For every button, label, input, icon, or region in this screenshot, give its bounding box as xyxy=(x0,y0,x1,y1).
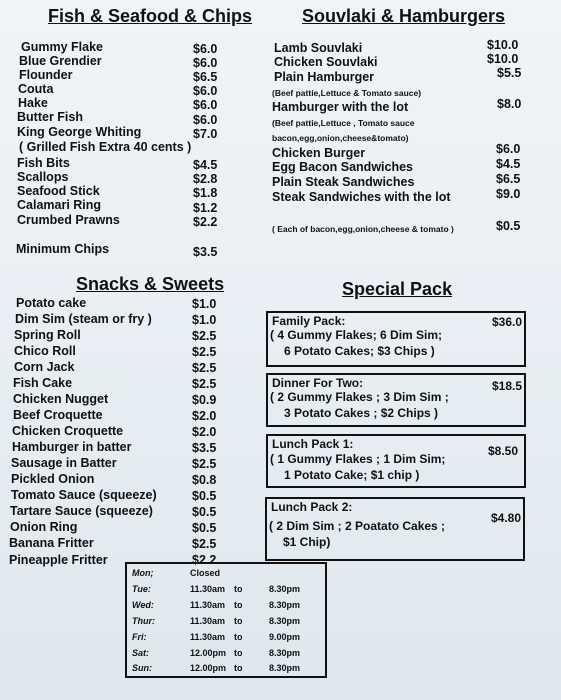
hours-open: 11.30am xyxy=(190,584,226,594)
list-item: Hamburger in batter xyxy=(12,440,132,454)
hours-open: 12.00pm xyxy=(190,663,227,673)
list-item: Banana Fritter xyxy=(9,536,94,550)
pack-contents: ( 1 Gummy Flakes ; 1 Dim Sim; xyxy=(270,452,446,466)
item-price: $0.5 xyxy=(192,505,217,519)
list-item: Chicken Burger xyxy=(272,146,366,160)
pack-price: $18.5 xyxy=(491,379,522,393)
hours-open: Closed xyxy=(190,568,221,578)
pack-contents: ( 2 Gummy Flakes ; 3 Dim Sim ; xyxy=(270,390,449,404)
item-price: $6.0 xyxy=(193,98,218,112)
item-price: $2.8 xyxy=(193,172,218,186)
list-item: Beef Croquette xyxy=(13,408,103,422)
hours-day: Wed: xyxy=(132,600,154,610)
hours-to: to xyxy=(234,632,243,642)
item-price: $9.0 xyxy=(496,187,521,201)
hours-day: Sat: xyxy=(132,648,150,658)
list-item: Chico Roll xyxy=(14,344,76,358)
item-price: $1.2 xyxy=(193,201,218,215)
pack-price: $8.50 xyxy=(487,444,518,458)
lunch-pack-2-box xyxy=(265,497,525,561)
item-price: $1.8 xyxy=(193,186,218,200)
hours-close: 8.30pm xyxy=(269,663,301,673)
item-price: $2.5 xyxy=(192,361,217,375)
lunch-pack-1-box xyxy=(266,434,526,488)
list-item: Egg Bacon Sandwiches xyxy=(272,160,414,174)
list-item: Gummy Flake xyxy=(21,40,103,54)
list-item: Plain Steak Sandwiches xyxy=(272,175,415,189)
hours-close: 9.00pm xyxy=(269,632,301,642)
hours-to: to xyxy=(234,600,243,610)
pack-contents: 1 Potato Cake; $1 chip ) xyxy=(284,468,420,482)
item-price: $6.5 xyxy=(496,172,521,186)
list-item: Tomato Sauce (squeeze) xyxy=(11,488,157,502)
list-item: Blue Grendier xyxy=(19,54,102,68)
item-price: $2.5 xyxy=(192,537,217,551)
special-heading: Special Pack xyxy=(342,279,453,299)
list-item: Plain Hamburger xyxy=(274,70,375,84)
item-price: $0.8 xyxy=(192,473,217,487)
hours-to: to xyxy=(234,663,243,673)
item-price: $2.5 xyxy=(192,457,217,471)
hours-open: 11.30am xyxy=(190,632,226,642)
fish-heading: Fish & Seafood & Chips xyxy=(48,6,253,26)
list-item: Lamb Souvlaki xyxy=(274,41,363,55)
hours-open: 11.30am xyxy=(190,600,226,610)
item-price: $6.0 xyxy=(496,142,521,156)
list-item: Sausage in Batter xyxy=(11,456,117,470)
hours-close: 8.30pm xyxy=(269,616,301,626)
list-item: Fish Bits xyxy=(17,156,70,170)
hours-to: to xyxy=(234,584,243,594)
item-price: $0.5 xyxy=(192,521,217,535)
item-price: $6.0 xyxy=(193,84,218,98)
item-price: $10.0 xyxy=(487,38,519,52)
item-price: $1.0 xyxy=(192,297,217,311)
list-item: Chicken Croquette xyxy=(12,424,124,438)
pack-title: Family Pack: xyxy=(272,314,346,328)
list-item: Butter Fish xyxy=(17,110,83,124)
item-price: $10.0 xyxy=(487,52,519,66)
hours-day: Tue: xyxy=(132,584,151,594)
list-item: King George Whiting xyxy=(17,125,142,139)
item-price: $6.5 xyxy=(193,70,218,84)
item-price: $8.0 xyxy=(497,97,522,111)
pack-contents: $1 Chip) xyxy=(283,535,331,549)
snacks-heading: Snacks & Sweets xyxy=(76,274,225,294)
item-price: $7.0 xyxy=(193,127,218,141)
hours-day: Sun: xyxy=(132,663,152,673)
item-price: $3.5 xyxy=(193,245,218,259)
list-item: Dim Sim (steam or fry ) xyxy=(15,312,152,326)
item-price: $2.5 xyxy=(192,377,217,391)
item-price: $6.0 xyxy=(193,42,218,56)
pack-contents: 3 Potato Cakes ; $2 Chips ) xyxy=(284,406,439,420)
list-item: Chicken Nugget xyxy=(13,392,109,406)
opening-hours-box xyxy=(125,562,327,678)
item-note: (Beef pattie,Lettuce & Tomato sauce) xyxy=(272,88,422,98)
minimum-chips: Minimum Chips xyxy=(16,242,110,256)
pack-title: Dinner For Two: xyxy=(272,376,364,390)
hours-day: Fri: xyxy=(132,632,147,642)
item-price: $3.5 xyxy=(192,441,217,455)
list-item: Potato cake xyxy=(16,296,87,310)
item-price: $5.5 xyxy=(497,66,522,80)
hours-close: 8.30pm xyxy=(269,600,301,610)
list-item: Seafood Stick xyxy=(17,184,100,198)
item-price: $1.0 xyxy=(192,313,217,327)
list-item: Scallops xyxy=(17,170,69,184)
item-price: $2.5 xyxy=(192,329,217,343)
dinner-for-two-box xyxy=(266,373,526,427)
list-item: Onion Ring xyxy=(10,520,78,534)
pack-title: Lunch Pack 1: xyxy=(272,437,354,451)
list-item: Pickled Onion xyxy=(11,472,95,486)
pack-title: Lunch Pack 2: xyxy=(271,500,353,514)
pack-contents: 6 Potato Cakes; $3 Chips ) xyxy=(284,344,435,358)
item-price: $6.0 xyxy=(193,113,218,127)
hours-day: Thur: xyxy=(132,616,155,626)
pack-price: $36.0 xyxy=(491,315,522,329)
list-item: Pineapple Fritter xyxy=(9,553,108,567)
hours-close: 8.30pm xyxy=(269,584,301,594)
list-item: Hake xyxy=(18,96,48,110)
hours-day: Mon; xyxy=(132,568,154,578)
pack-contents: ( 2 Dim Sim ; 2 Poatato Cakes ; xyxy=(269,519,446,533)
item-price: $4.5 xyxy=(496,157,521,171)
hours-to: to xyxy=(234,616,243,626)
each-note: ( Each of bacon,egg,onion,cheese & tomato ) xyxy=(272,224,454,234)
family-pack-box xyxy=(266,311,526,367)
item-price: $4.5 xyxy=(193,158,218,172)
list-item: Calamari Ring xyxy=(17,198,102,212)
item-price: $0.5 xyxy=(496,219,521,233)
hours-open: 11.30am xyxy=(190,616,226,626)
hours-open: 12.00pm xyxy=(190,648,227,658)
list-item: Spring Roll xyxy=(14,328,81,342)
grilled-note: ( Grilled Fish Extra 40 cents ) xyxy=(19,140,192,154)
pack-contents: ( 4 Gummy Flakes; 6 Dim Sim; xyxy=(270,328,443,342)
list-item: Fish Cake xyxy=(13,376,73,390)
item-price: $0.5 xyxy=(192,489,217,503)
list-item: Crumbed Prawns xyxy=(17,213,120,227)
item-note: bacon,egg,onion,cheese&tomato) xyxy=(272,133,409,143)
item-price: $2.5 xyxy=(192,345,217,359)
list-item: Hamburger with the lot xyxy=(272,100,409,114)
hours-to: to xyxy=(234,648,243,658)
item-note: (Beef pattie,Lettuce , Tomato sauce xyxy=(272,118,415,128)
item-price: $2.0 xyxy=(192,425,217,439)
list-item: Couta xyxy=(18,82,54,96)
item-price: $2.0 xyxy=(192,409,217,423)
list-item: Flounder xyxy=(19,68,73,82)
souvlaki-heading: Souvlaki & Hamburgers xyxy=(302,6,506,26)
list-item: Chicken Souvlaki xyxy=(274,55,378,69)
item-price: $6.0 xyxy=(193,56,218,70)
list-item: Tartare Sauce (squeeze) xyxy=(10,504,153,518)
pack-price: $4.80 xyxy=(490,511,521,525)
list-item: Steak Sandwiches with the lot xyxy=(272,190,451,204)
item-price: $2.2 xyxy=(193,215,218,229)
list-item: Corn Jack xyxy=(14,360,75,374)
item-price: $0.9 xyxy=(192,393,217,407)
hours-close: 8.30pm xyxy=(269,648,301,658)
item-price: $2.2 xyxy=(192,553,217,567)
